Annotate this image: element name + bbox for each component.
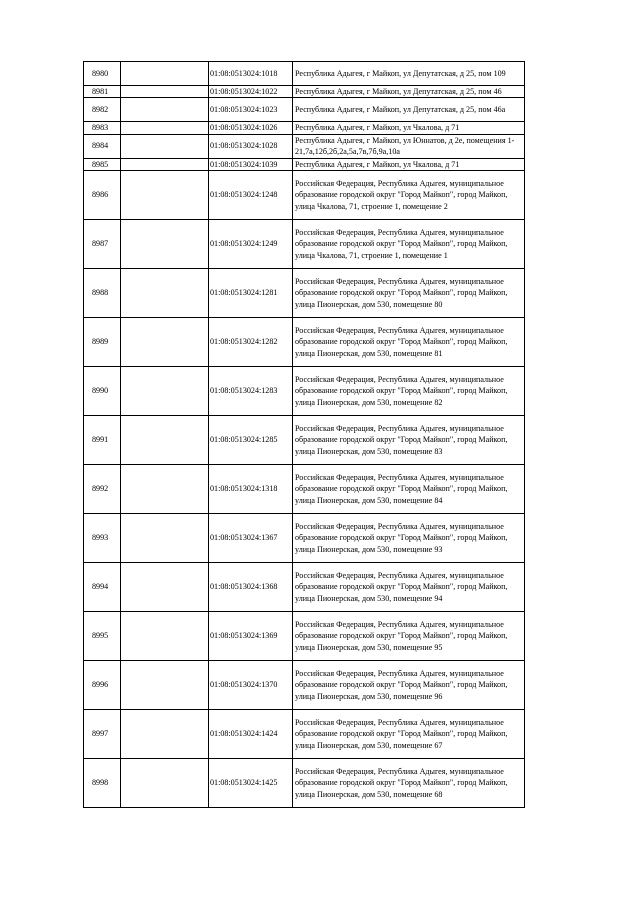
address: Российская Федерация, Республика Адыгея, муниципальное образование городской округ "Город Майкоп", город Майкоп, улица Пионерская, дом 530, помещение 93 bbox=[293, 513, 525, 562]
cadastral-number: 01:08:0513024:1249 bbox=[209, 219, 293, 268]
property-register-table bbox=[83, 61, 525, 808]
empty-cell bbox=[121, 464, 209, 513]
row-number: 8987 bbox=[84, 219, 121, 268]
table-row bbox=[84, 62, 525, 86]
row-number: 8993 bbox=[84, 513, 121, 562]
row-number: 8982 bbox=[84, 98, 121, 122]
table-row bbox=[84, 317, 525, 366]
row-number: 8988 bbox=[84, 268, 121, 317]
address: Российская Федерация, Республика Адыгея, муниципальное образование городской округ "Город Майкоп", город Майкоп, улица Пионерская, дом 530, помещение 94 bbox=[293, 562, 525, 611]
address: Республика Адыгея, г Майкоп, ул Чкалова, д 71 bbox=[293, 158, 525, 170]
table-row bbox=[84, 268, 525, 317]
table-row bbox=[84, 513, 525, 562]
empty-cell bbox=[121, 758, 209, 807]
empty-cell bbox=[121, 268, 209, 317]
cadastral-number: 01:08:0513024:1039 bbox=[209, 158, 293, 170]
address: Республика Адыгея, г Майкоп, ул Депутатская, д 25, пом 109 bbox=[293, 62, 525, 86]
cadastral-number: 01:08:0513024:1425 bbox=[209, 758, 293, 807]
table-row bbox=[84, 562, 525, 611]
row-number: 8990 bbox=[84, 366, 121, 415]
row-number: 8996 bbox=[84, 660, 121, 709]
cadastral-number: 01:08:0513024:1026 bbox=[209, 122, 293, 134]
address: Российская Федерация, Республика Адыгея, муниципальное образование городской округ "Город Майкоп", город Майкоп, улица Чкалова, 71, строение 1, помещение 1 bbox=[293, 219, 525, 268]
table-row bbox=[84, 366, 525, 415]
address: Республика Адыгея, г Майкоп, ул Депутатская, д 25, пом 46 bbox=[293, 86, 525, 98]
address: Российская Федерация, Республика Адыгея, муниципальное образование городской округ "Город Майкоп", город Майкоп, улица Пионерская, дом 530, помещение 81 bbox=[293, 317, 525, 366]
empty-cell bbox=[121, 122, 209, 134]
empty-cell bbox=[121, 366, 209, 415]
empty-cell bbox=[121, 86, 209, 98]
empty-cell bbox=[121, 317, 209, 366]
table-row bbox=[84, 758, 525, 807]
address: Республика Адыгея, г Майкоп, ул Юннатов, д 2е, помещения 1-21,7а,12б,2б,2а,5а,7в,7б,9а,10а bbox=[293, 134, 525, 158]
empty-cell bbox=[121, 219, 209, 268]
empty-cell bbox=[121, 158, 209, 170]
empty-cell bbox=[121, 562, 209, 611]
cadastral-number: 01:08:0513024:1318 bbox=[209, 464, 293, 513]
empty-cell bbox=[121, 513, 209, 562]
address: Российская Федерация, Республика Адыгея, муниципальное образование городской округ "Город Майкоп", город Майкоп, улица Пионерская, дом 530, помещение 95 bbox=[293, 611, 525, 660]
table-row bbox=[84, 611, 525, 660]
empty-cell bbox=[121, 415, 209, 464]
cadastral-number: 01:08:0513024:1018 bbox=[209, 62, 293, 86]
register-body bbox=[84, 62, 525, 808]
cadastral-number: 01:08:0513024:1285 bbox=[209, 415, 293, 464]
table-row bbox=[84, 464, 525, 513]
cadastral-number: 01:08:0513024:1023 bbox=[209, 98, 293, 122]
cadastral-number: 01:08:0513024:1370 bbox=[209, 660, 293, 709]
cadastral-number: 01:08:0513024:1367 bbox=[209, 513, 293, 562]
address: Российская Федерация, Республика Адыгея, муниципальное образование городской округ "Город Майкоп", город Майкоп, улица Пионерская, дом 530, помещение 68 bbox=[293, 758, 525, 807]
address: Российская Федерация, Республика Адыгея, муниципальное образование городской округ "Город Майкоп", город Майкоп, улица Пионерская, дом 530, помещение 82 bbox=[293, 366, 525, 415]
row-number: 8992 bbox=[84, 464, 121, 513]
cadastral-number: 01:08:0513024:1022 bbox=[209, 86, 293, 98]
address: Российская Федерация, Республика Адыгея, муниципальное образование городской округ "Город Майкоп", город Майкоп, улица Пионерская, дом 530, помещение 80 bbox=[293, 268, 525, 317]
table-row bbox=[84, 98, 525, 122]
table-row bbox=[84, 134, 525, 158]
table-row bbox=[84, 158, 525, 170]
address: Российская Федерация, Республика Адыгея, муниципальное образование городской округ "Город Майкоп", город Майкоп, улица Пионерская, дом 530, помещение 67 bbox=[293, 709, 525, 758]
table-row bbox=[84, 86, 525, 98]
cadastral-number: 01:08:0513024:1248 bbox=[209, 170, 293, 219]
empty-cell bbox=[121, 98, 209, 122]
table-row bbox=[84, 415, 525, 464]
address: Российская Федерация, Республика Адыгея, муниципальное образование городской округ "Город Майкоп", город Майкоп, улица Пионерская, дом 530, помещение 84 bbox=[293, 464, 525, 513]
empty-cell bbox=[121, 134, 209, 158]
row-number: 8985 bbox=[84, 158, 121, 170]
empty-cell bbox=[121, 170, 209, 219]
row-number: 8989 bbox=[84, 317, 121, 366]
cadastral-number: 01:08:0513024:1282 bbox=[209, 317, 293, 366]
table-row bbox=[84, 219, 525, 268]
table-row bbox=[84, 709, 525, 758]
cadastral-number: 01:08:0513024:1368 bbox=[209, 562, 293, 611]
table-row bbox=[84, 122, 525, 134]
cadastral-number: 01:08:0513024:1424 bbox=[209, 709, 293, 758]
row-number: 8984 bbox=[84, 134, 121, 158]
address: Республика Адыгея, г Майкоп, ул Чкалова, д 71 bbox=[293, 122, 525, 134]
address: Республика Адыгея, г Майкоп, ул Депутатская, д 25, пом 46а bbox=[293, 98, 525, 122]
table-row bbox=[84, 170, 525, 219]
row-number: 8997 bbox=[84, 709, 121, 758]
address: Российская Федерация, Республика Адыгея, муниципальное образование городской округ "Город Майкоп", город Майкоп, улица Пионерская, дом 530, помещение 83 bbox=[293, 415, 525, 464]
cadastral-number: 01:08:0513024:1283 bbox=[209, 366, 293, 415]
address: Российская Федерация, Республика Адыгея, муниципальное образование городской округ "Город Майкоп", город Майкоп, улица Чкалова, 71, строение 1, помещение 2 bbox=[293, 170, 525, 219]
empty-cell bbox=[121, 62, 209, 86]
row-number: 8980 bbox=[84, 62, 121, 86]
row-number: 8994 bbox=[84, 562, 121, 611]
row-number: 8995 bbox=[84, 611, 121, 660]
row-number: 8986 bbox=[84, 170, 121, 219]
address: Российская Федерация, Республика Адыгея, муниципальное образование городской округ "Город Майкоп", город Майкоп, улица Пионерская, дом 530, помещение 96 bbox=[293, 660, 525, 709]
empty-cell bbox=[121, 709, 209, 758]
row-number: 8983 bbox=[84, 122, 121, 134]
row-number: 8998 bbox=[84, 758, 121, 807]
cadastral-number: 01:08:0513024:1028 bbox=[209, 134, 293, 158]
cadastral-number: 01:08:0513024:1281 bbox=[209, 268, 293, 317]
empty-cell bbox=[121, 611, 209, 660]
row-number: 8981 bbox=[84, 86, 121, 98]
table-row bbox=[84, 660, 525, 709]
cadastral-number: 01:08:0513024:1369 bbox=[209, 611, 293, 660]
row-number: 8991 bbox=[84, 415, 121, 464]
empty-cell bbox=[121, 660, 209, 709]
